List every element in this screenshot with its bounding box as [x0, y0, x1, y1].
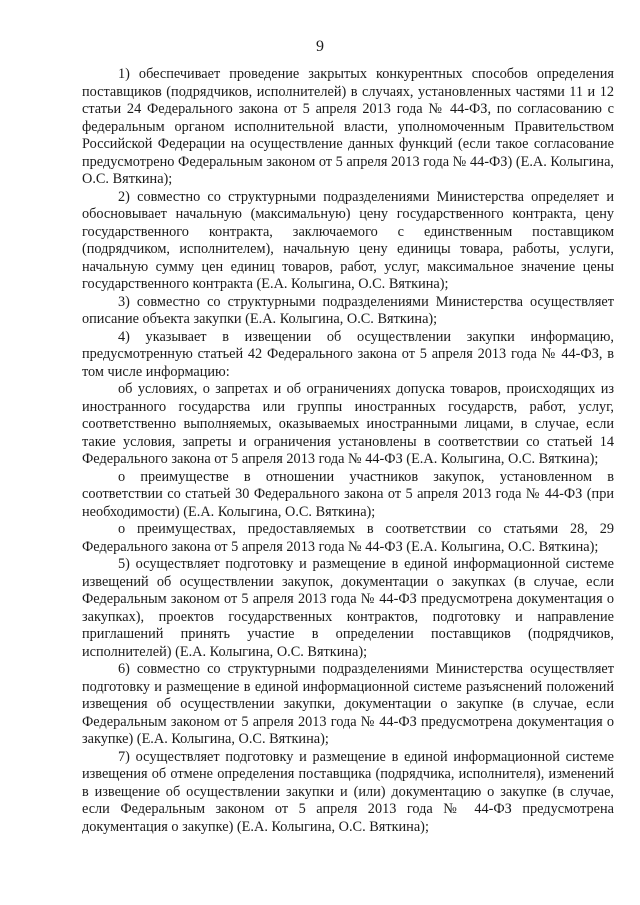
paragraph-item-5: 5) осуществляет подготовку и размещение в единой информационной системе извещений об осуществлении закупок, документации о закупках (в случае, если Федеральным законом от 5 апреля 2013 года № 44-ФЗ предусмотрена документация о закупках), проектов государственных контрактов, подготовку и направление приглашений принять участие в определении поставщиков (подрядчиков, исполнителей) (Е.А. Колыгина, О.С. Вяткина);: [82, 556, 614, 660]
paragraph-item-6: 6) совместно со структурными подразделениями Министерства осуществляет подготовку и размещение в единой информационной системе разъяснений положений извещения об осуществлении закупки, документации о закупке (в случае, если Федеральным законом от 5 апреля 2013 года № 44-ФЗ предусмотрена документация о закупке) (Е.А. Колыгина, О.С. Вяткина);: [82, 661, 614, 747]
paragraph-item-4-advantage: о преимуществе в отношении участников закупок, установленном в соответствии со статьей 30 Федерального закона от 5 апреля 2013 года № 44-ФЗ (при необходимости) (Е.А. Колыгина, О.С. Вяткина);: [82, 468, 614, 520]
paragraph-item-7: 7) осуществляет подготовку и размещение в единой информационной системе извещения об отмене определения поставщика (подрядчика, исполнителя), изменений в извещение об осуществлении закупки и (или) документацию о закупке (в случае, если Федеральным законом от 5 апреля 2013 года № 44-ФЗ предусмотрена документация о закупке) (Е.А. Колыгина, О.С. Вяткина);: [82, 748, 614, 835]
paragraph-item-4-conditions: об условиях, о запретах и об ограничениях допуска товаров, происходящих из иностранного государства или группы иностранных государств, работ, услуг, соответственно выполняемых, оказываемых иностранными лицами, в случае, если такие условия, запреты и ограничения установлены в соответствии со статьей 14 Федерального закона от 5 апреля 2013 года № 44-ФЗ (Е.А. Колыгина, О.С. Вяткина);: [82, 381, 614, 467]
paragraph-item-1: 1) обеспечивает проведение закрытых конкурентных способов определения поставщиков (подрядчиков, исполнителей) в случаях, установленных частями 11 и 12 статьи 24 Федерального закона от 5 апреля 2013 года № 44-ФЗ, по согласованию с федеральным органом исполнительной власти, уполномоченным Правительством Российской Федерации на осуществление данных функций (если такое согласование предусмотрено Федеральным законом от 5 апреля 2013 года № 44-ФЗ) (Е.А. Колыгина, О.С. Вяткина);: [82, 66, 614, 187]
paragraph-item-4-advantages: о преимуществах, предоставляемых в соответствии со статьями 28, 29 Федерального закона от 5 апреля 2013 года № 44-ФЗ (Е.А. Колыгина, О.С. Вяткина);: [82, 521, 614, 555]
document-body: [82, 66, 614, 836]
paragraph-item-3: 3) совместно со структурными подразделениями Министерства осуществляет описание объекта закупки (Е.А. Колыгина, О.С. Вяткина);: [82, 293, 614, 327]
paragraph-item-2: 2) совместно со структурными подразделениями Министерства определяет и обосновывает начальную (максимальную) цену государственного контракта, цену государственного контракта, заключаемого с единственным поставщиком (подрядчиком, исполнителем), начальную цену единицы товара, работы, услуги, начальную сумму цен единиц товаров, работ, услуг, максимальное значение цены государственного контракта (Е.А. Колыгина, О.С. Вяткина);: [82, 188, 614, 292]
page-number: 9: [316, 38, 324, 55]
paragraph-item-4: 4) указывает в извещении об осуществлении закупки информацию, предусмотренную статьей 42 Федерального закона от 5 апреля 2013 года № 44-ФЗ, в том числе информацию:: [82, 328, 614, 380]
